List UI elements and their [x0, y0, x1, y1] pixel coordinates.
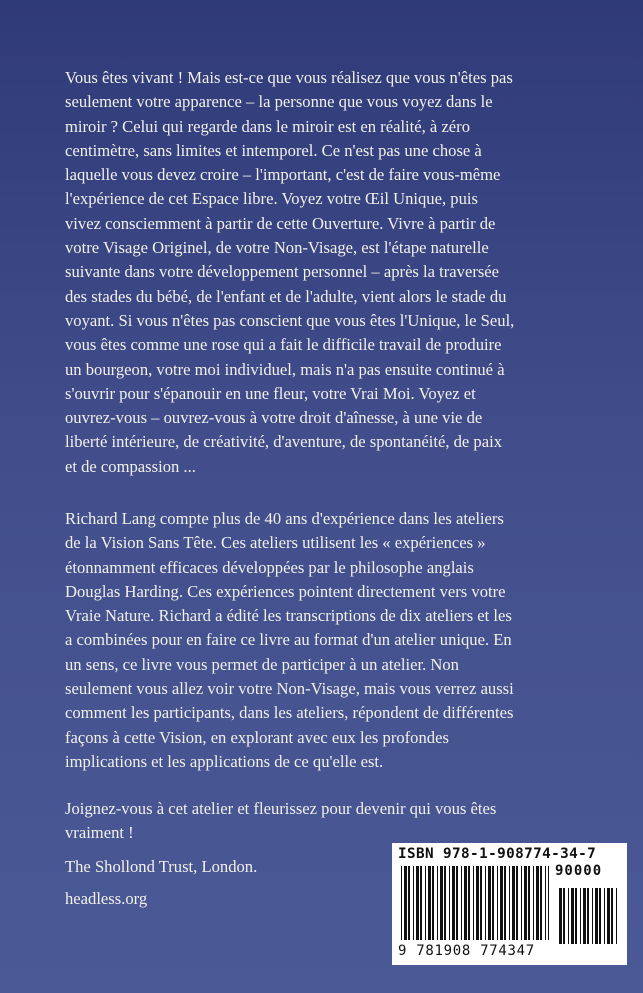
text-line: votre Visage Originel, de votre Non-Visage, est l'étape naturelle — [65, 238, 489, 258]
barcode-bar — [420, 866, 422, 940]
author-paragraph — [65, 507, 595, 774]
barcode-addon-number: 90000 — [555, 863, 603, 879]
barcode-bar — [456, 866, 458, 940]
barcode-bar — [580, 888, 581, 944]
barcode-bar — [595, 888, 598, 944]
barcode-bar — [497, 866, 498, 940]
text-line: un sens, ce livre vous permet de participer à un atelier. Non — [65, 654, 459, 674]
barcode-bar — [536, 866, 539, 940]
publisher-name: The Shollond Trust, London. — [65, 857, 258, 876]
barcode-bar — [540, 866, 542, 940]
barcode-bar — [413, 866, 414, 940]
text-line: Richard Lang compte plus de 40 ans d'expérience dans les ateliers — [65, 509, 504, 528]
text-line: vous êtes comme une rose qui a fait le difficile travail de produire — [65, 335, 502, 355]
text-line: comment les participants, dans les ateliers, répondent de différentes — [65, 703, 514, 723]
barcode-bar — [461, 866, 462, 940]
text-line: l'expérience de cet Espace libre. Voyez votre Œil Unique, puis — [65, 189, 478, 209]
text-line: des stades du bébé, de l'enfant et de l'adulte, vient alors le stade du — [65, 286, 507, 306]
barcode-bar — [425, 866, 426, 940]
barcode-bar — [563, 888, 565, 944]
description-paragraph — [65, 66, 595, 479]
barcode-bar — [575, 888, 577, 944]
barcode-bar — [473, 866, 474, 940]
text-line: Douglas Harding. Ces expériences pointent directement vers votre — [65, 581, 506, 601]
text-line: miroir ? Celui qui regarde dans le miroir est en réalité, à zéro — [65, 116, 470, 136]
barcode-bar — [504, 866, 506, 940]
barcode-bar — [480, 866, 482, 940]
text-line: Joignez-vous à cet atelier et fleurissez pour devenir qui vous êtes — [65, 799, 497, 818]
barcode-bar — [440, 866, 443, 940]
barcode-bar — [428, 866, 431, 940]
barcode-bar — [568, 888, 569, 944]
text-line: de la Vision Sans Tête. Ces ateliers utilisent les « expériences » — [65, 533, 486, 553]
barcode-bar — [509, 866, 510, 940]
barcode-number: 9 781908 774347 — [398, 943, 535, 959]
barcode-bar — [516, 866, 518, 940]
barcode-bar — [587, 888, 589, 944]
barcode-bar — [464, 866, 467, 940]
closing-paragraph — [65, 797, 565, 846]
isbn-barcode — [392, 843, 627, 965]
text-line: suivante dans votre développement personnel – après la traversée — [65, 262, 500, 282]
barcode-bar — [401, 866, 402, 940]
barcode-bar — [545, 866, 546, 940]
text-line: liberté intérieure, de créativité, d'aventure, de spontanéité, de paix — [65, 432, 502, 452]
barcode-bar — [524, 866, 527, 940]
barcode-bar — [533, 866, 534, 940]
barcode-bar — [404, 866, 407, 940]
barcode-bar — [599, 888, 601, 944]
text-line: et de compassion ... — [65, 456, 196, 476]
text-line: ouvrez-vous – ouvrez-vous à votre droit d'aînesse, à une vie de — [65, 408, 483, 428]
barcode-bar — [437, 866, 438, 940]
text-line: s'ouvrir pour s'épanouir en une fleur, votre Vrai Moi. Voyez et — [65, 383, 476, 403]
text-line: Vous êtes vivant ! Mais est-ce que vous réalisez que vous n'êtes pas — [65, 68, 513, 87]
barcode-bar — [559, 888, 562, 944]
barcode-bar — [611, 888, 613, 944]
barcode-bar — [452, 866, 455, 940]
text-line: a combinées pour en faire ce livre au format d'un atelier unique. En — [65, 630, 512, 650]
barcode-bar — [468, 866, 470, 940]
text-line: Vraie Nature. Richard a édité les transcriptions de dix ateliers et les — [65, 606, 512, 626]
barcode-bar — [476, 866, 479, 940]
barcode-bar — [485, 866, 486, 940]
barcode-bar — [449, 866, 450, 940]
isbn-label: ISBN 978-1-908774-34-7 — [398, 846, 597, 862]
text-line: vraiment ! — [65, 823, 134, 843]
text-line: un bourgeon, votre moi individuel, mais n'a pas ensuite continué à — [65, 359, 505, 379]
barcode-bar — [607, 888, 610, 944]
barcode-bar — [548, 866, 549, 940]
text-line: centimètre, sans limites et intemporel. Ce n'est pas une chose à — [65, 140, 482, 160]
text-line: seulement vous allez voir votre Non-Visage, mais vous verrez aussi — [65, 679, 514, 699]
barcode-bar — [512, 866, 515, 940]
text-line: seulement votre apparence – la personne que vous voyez dans le — [65, 92, 493, 112]
barcode-bar — [432, 866, 434, 940]
barcode-bar — [571, 888, 574, 944]
text-line: implications et les applications de ce qu'elle est. — [65, 751, 384, 771]
barcode-bar — [592, 888, 593, 944]
text-line: étonnamment efficaces développées par le philosophe anglais — [65, 557, 474, 577]
barcode-bar — [528, 866, 530, 940]
text-line: laquelle vous devez croire – l'important, c'est de faire vous-même — [65, 165, 501, 185]
barcode-bar — [583, 888, 586, 944]
barcode-bar — [408, 866, 410, 940]
barcode-bar — [416, 866, 419, 940]
barcode-bar — [616, 888, 617, 944]
barcode-bar — [604, 888, 605, 944]
barcode-bar — [488, 866, 491, 940]
text-line: façons à cette Vision, en explorant avec eux les profondes — [65, 727, 449, 747]
text-line: voyant. Si vous n'êtes pas conscient que vous êtes l'Unique, le Seul, — [65, 310, 515, 330]
text-line: vivez consciemment à partir de cette Ouverture. Vivre à partir de — [65, 213, 496, 233]
barcode-bar — [521, 866, 522, 940]
barcode-bar — [500, 866, 503, 940]
barcode-bar — [492, 866, 494, 940]
barcode-bar — [444, 866, 446, 940]
website-text: headless.org — [65, 889, 148, 908]
